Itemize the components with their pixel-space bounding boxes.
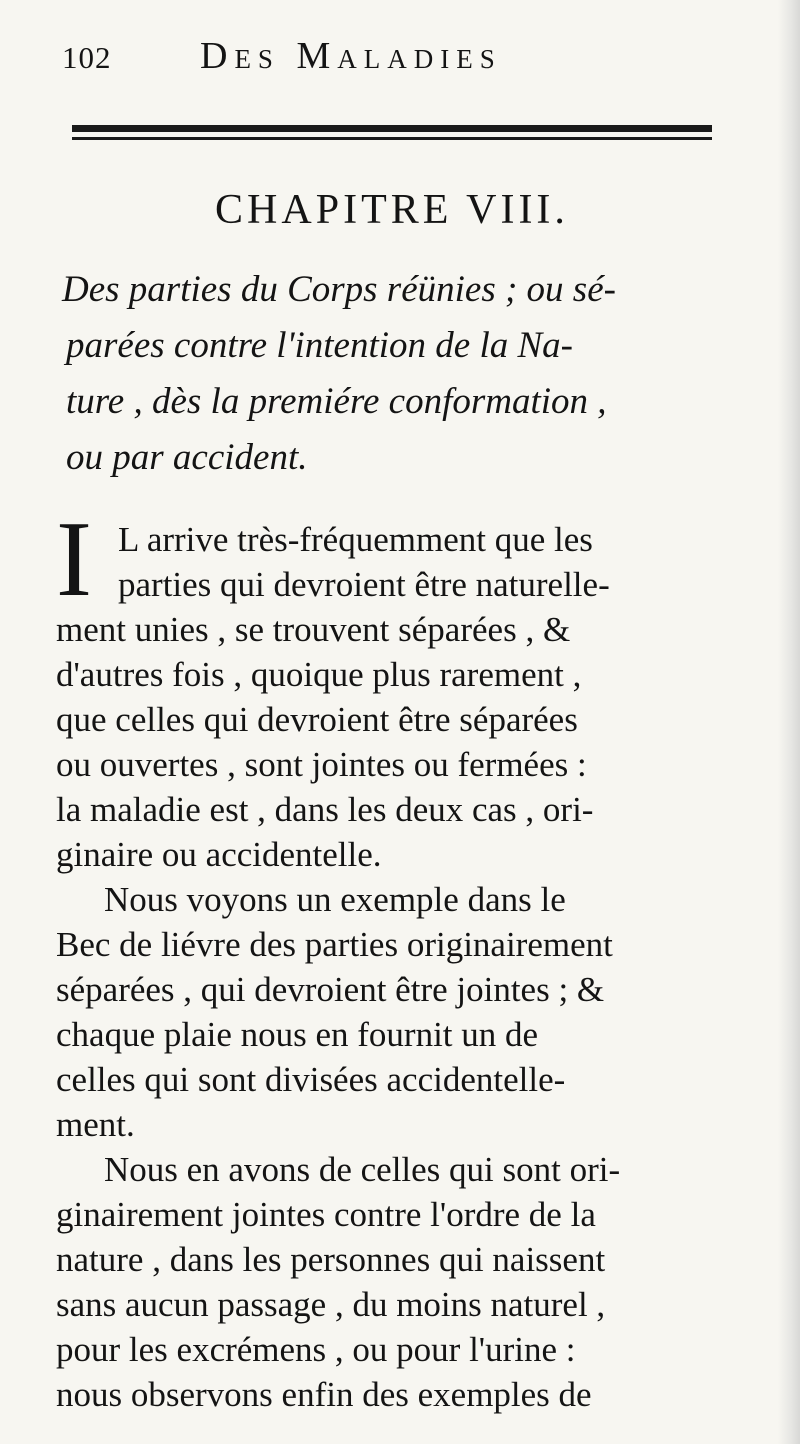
page-edge-shadow <box>778 0 800 1444</box>
text-line: ment unies , se trouvent séparées , & <box>56 610 571 649</box>
text-line: Nous voyons un exemple dans le <box>104 880 566 919</box>
header-rule-thin <box>72 137 712 140</box>
running-title: Des Maladies <box>200 35 502 77</box>
text-line: celles qui sont divisées accidentelle- <box>56 1060 566 1099</box>
text-line: pour les excrémens , ou pour l'urine : <box>56 1330 576 1369</box>
text-line: nous observons enfin des exemples de <box>56 1375 592 1414</box>
text-line: que celles qui devroient être séparées <box>56 700 578 739</box>
text-line: la maladie est , dans les deux cas , ori- <box>56 790 594 829</box>
text-line: nature , dans les personnes qui naissent <box>56 1240 606 1279</box>
text-line: sans aucun passage , du moins naturel , <box>56 1285 606 1324</box>
running-head <box>62 34 712 84</box>
text-line: Nous en avons de celles qui sont ori- <box>104 1150 621 1189</box>
header-rule-thick <box>72 125 712 132</box>
text-line: chaque plaie nous en fournit un de <box>56 1015 539 1054</box>
drop-cap: I <box>56 500 92 619</box>
subtitle-line: parées contre l'intention de la Na- <box>66 325 573 366</box>
subtitle-line: Des parties du Corps réünies ; ou sé- <box>62 269 616 310</box>
text-line: d'autres fois , quoique plus rarement , <box>56 655 582 694</box>
subtitle-line: ou par accident. <box>66 437 308 478</box>
subtitle-line: ture , dès la premiére conformation , <box>66 381 607 422</box>
text-line: ginaire ou accidentelle. <box>56 835 382 874</box>
text-line: Bec de liévre des parties originairement <box>56 925 613 964</box>
text-line: ginairement jointes contre l'ordre de la <box>56 1195 596 1234</box>
text-line: L arrive très-fréquemment que les <box>118 520 593 559</box>
text-line: séparées , qui devroient être jointes ; & <box>56 970 605 1009</box>
text-line: ou ouvertes , sont jointes ou fermées : <box>56 745 587 784</box>
text-line: ment. <box>56 1105 135 1144</box>
text-line: parties qui devroient être naturelle- <box>118 565 610 604</box>
page-number: 102 <box>62 40 112 75</box>
chapter-title: CHAPITRE VIII. <box>215 187 569 233</box>
